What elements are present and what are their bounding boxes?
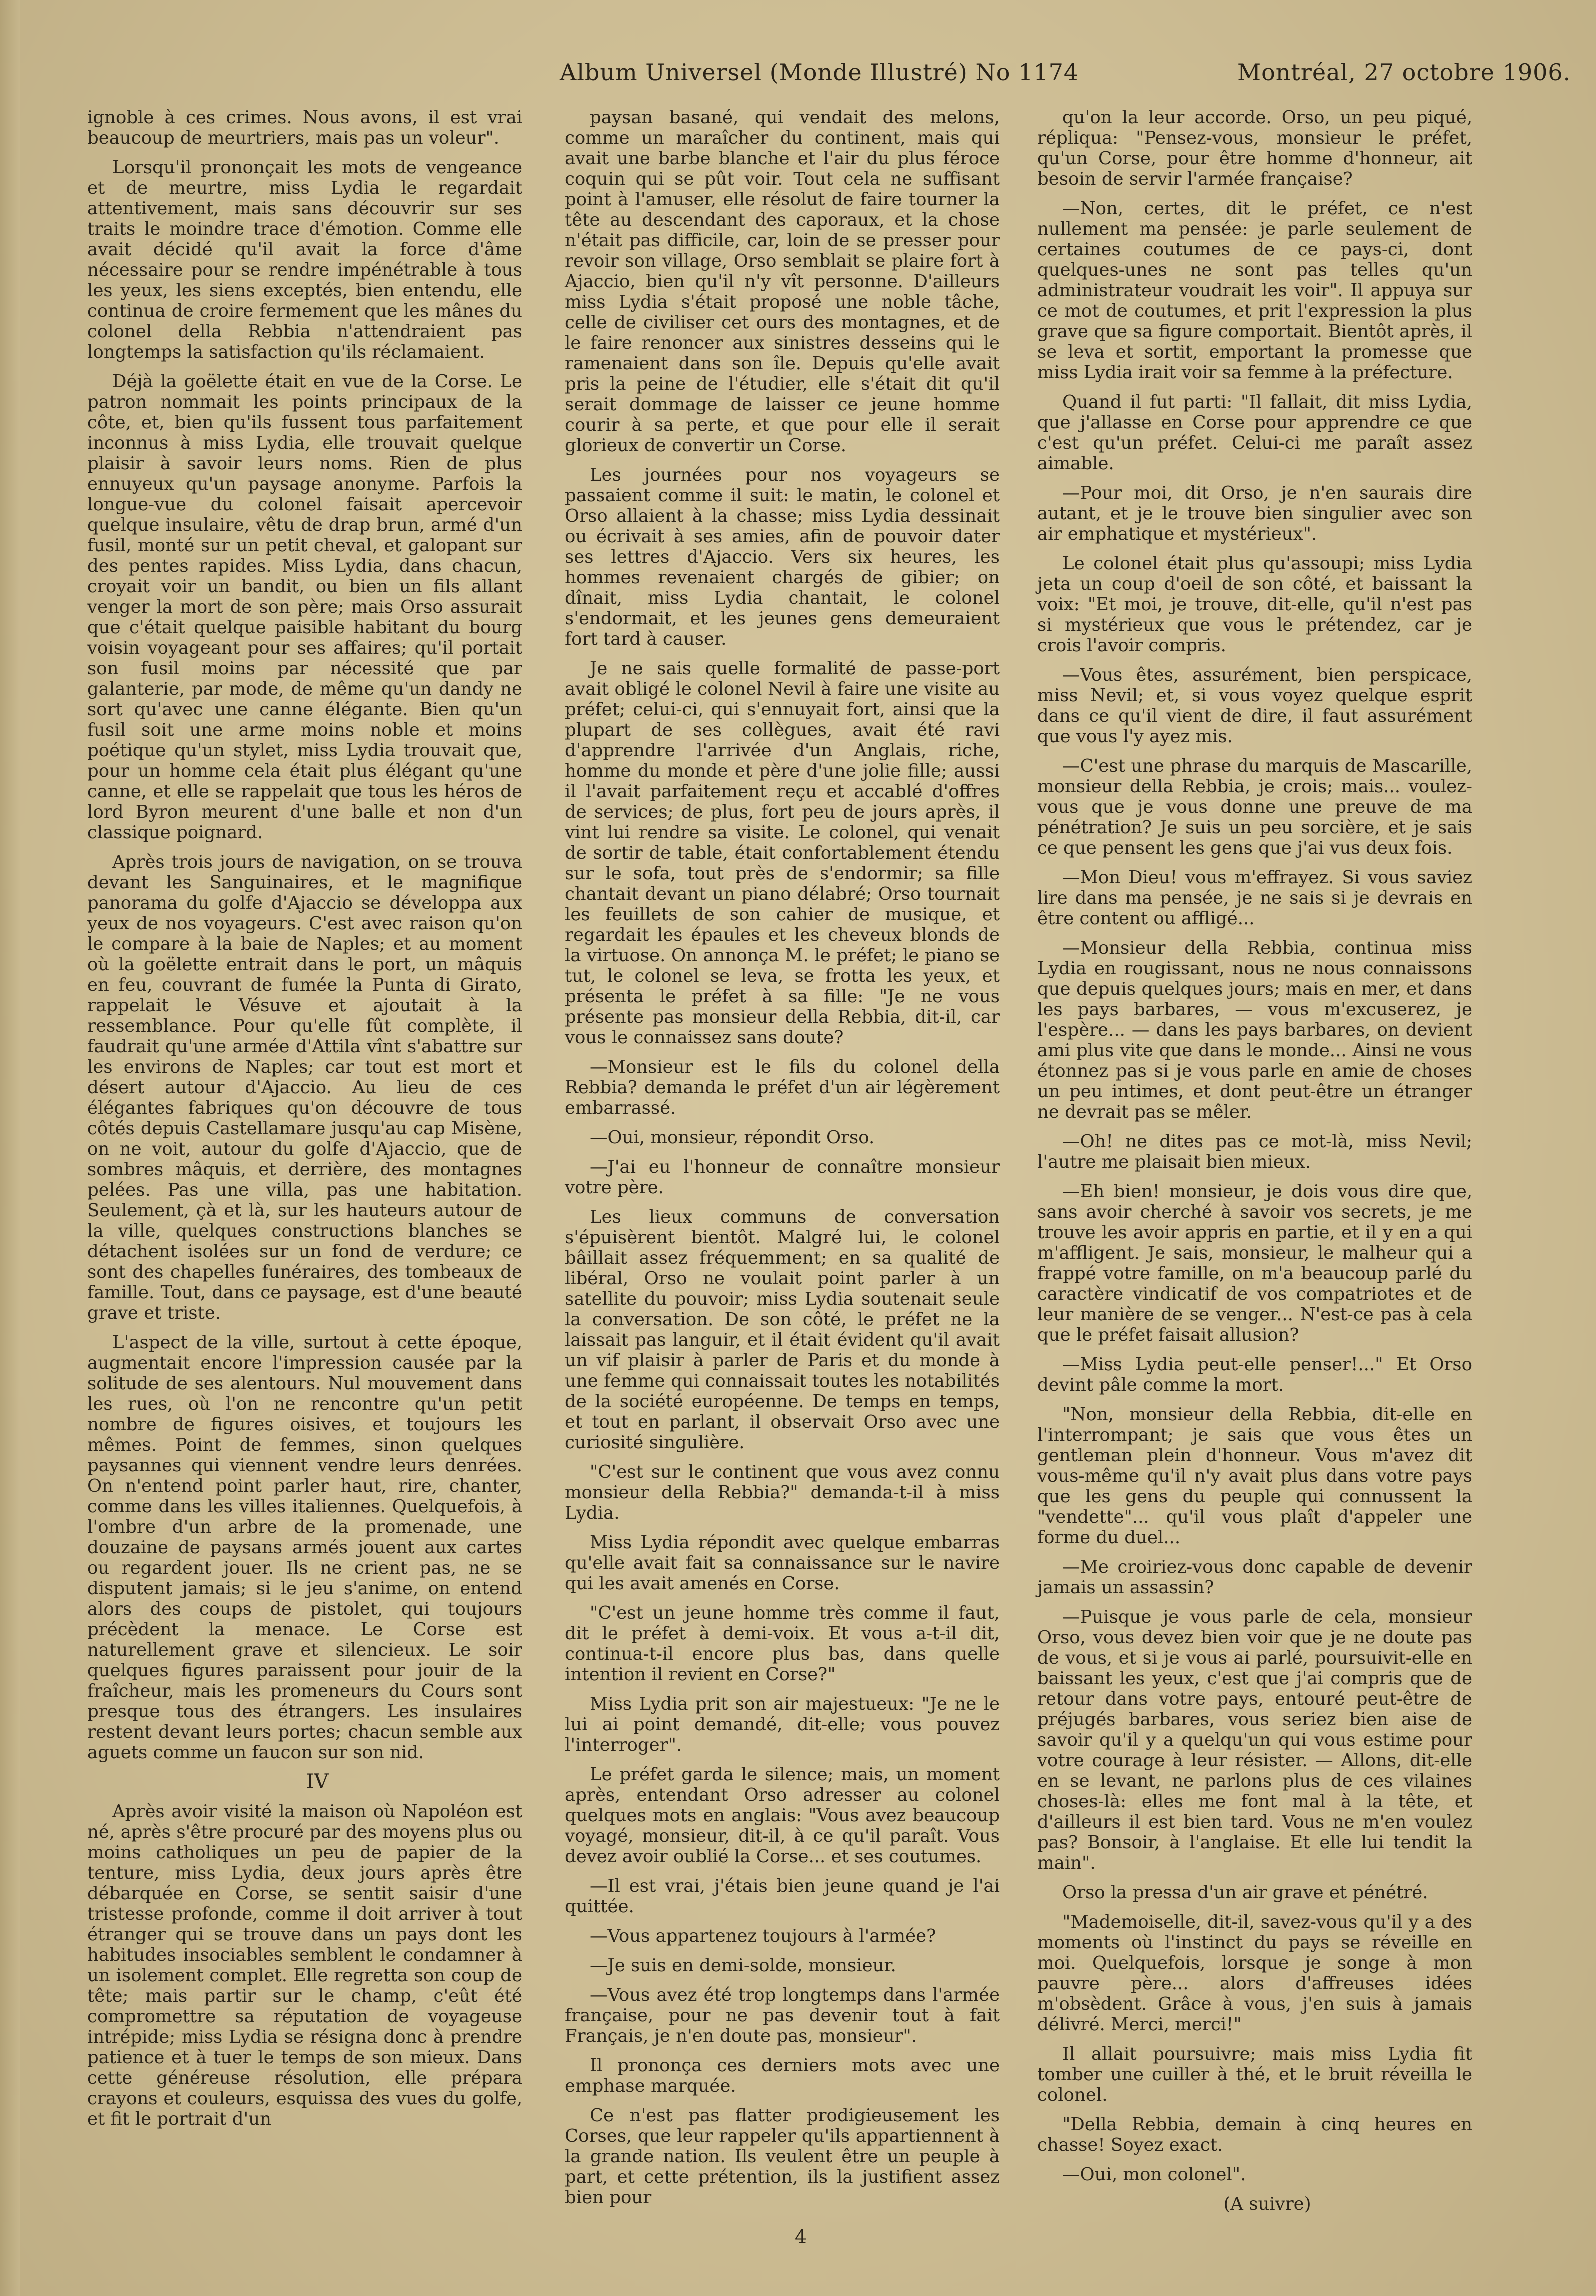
paragraph: Il prononça ces derniers mots avec une emphase marquée. [565, 2056, 1000, 2096]
paragraph: Le préfet garda le silence; mais, un moment après, entendant Orso adresser au colonel quelques mots en anglais: "Vous avez beaucoup voyagé, monsieur, dit-il, à ce qu'il paraît. Vous devez avoir oublié la Corse... et ses coutumes. [565, 1764, 1000, 1867]
paragraph: —Oh! ne dites pas ce mot-là, miss Nevil; l'autre me plaisait bien mieux. [1037, 1132, 1472, 1172]
paragraph: —Monsieur est le fils du colonel della Rebbia? demanda le préfet d'un air légèrement embarrassé. [565, 1057, 1000, 1118]
paragraph: Je ne sais quelle formalité de passe-port avait obligé le colonel Nevil à faire une visite au préfet; celui-ci, qui s'ennuyait fort, ainsi que la plupart de ses collègues, avait été ravi d'apprendre l'arrivée d'un Anglais, riche, homme du monde et père d'une jolie fille; aussi il l'avait parfaitement reçu et accablé d'offres de services; de plus, fort peu de jours après, il vint lui rendre sa visite. Le colonel, qui venait de sortir de table, était confortablement étendu sur le sofa, tout près de s'endormir; sa fille chantait devant un piano délabré; Orso tournait les feuillets de son cahier de musique, et regardait les épaules et les cheveux blonds de la virtuose. On annonça M. le préfet; le piano se tut, le colonel se leva, se frotta les yeux, et présenta le préfet à sa fille: "Je ne vous présente pas monsieur della Rebbia, dit-il, car vous le connaissez sans doute? [565, 658, 1000, 1048]
to-be-continued: (A suivre) [1223, 2194, 1311, 2214]
publication-title: Album Universel (Monde Illustré) No 1174 [560, 59, 1079, 86]
paragraph: Lorsqu'il prononçait les mots de vengeance et de meurtre, miss Lydia le regardait attentivement, mais sans découvrir sur ses traits le moindre trace d'émotion. Comme elle avait décidé qu'il avait la force d'âme nécessaire pour se rendre impénétrable à tous les yeux, les siens exceptés, bien entendu, elle continua de croire fermement que les mânes du colonel della Rebbia n'attendraient pas longtemps la satisfaction qu'ils réclamaient. [87, 158, 522, 362]
paragraph: Après trois jours de navigation, on se trouva devant les Sanguinaires, et le magnifique panorama du golfe d'Ajaccio se développa aux yeux de nos voyageurs. C'est avec raison qu'on le compare à la baie de Naples; et au moment où la goëlette entrait dans le port, un mâquis en feu, couvrant de fumée la Punta di Girato, rappelait le Vésuve et ajoutait à la ressemblance. Pour qu'elle fût complète, il faudrait qu'une armée d'Attila vînt s'abattre sur les environs de Naples; car tout est mort et désert autour d'Ajaccio. Au lieu de ces élégantes fabriques qu'on découvre de tous côtés depuis Castellamare jusqu'au cap Misène, on ne voit, autour du golfe d'Ajaccio, que de sombres mâquis, et derrière, des montagnes pelées. Pas une villa, pas une habitation. Seulement, çà et là, sur les hauteurs autour de la ville, quelques constructions blanches se détachent isolées sur un fond de verdure; ce sont des chapelles funéraires, des tombeaux de famille. Tout, dans ce paysage, est d'une beauté grave et triste. [87, 852, 522, 1324]
paragraph: —Eh bien! monsieur, je dois vous dire que, sans avoir cherché à savoir vos secrets, je me trouve les avoir appris en partie, et il y en a qui m'affligent. Je sais, monsieur, le malheur qui a frappé votre famille, on m'a beaucoup parlé du caractère vindicatif de vos compatriotes et de leur manière de se venger... N'est-ce pas à cela que le préfet faisait allusion? [1037, 1182, 1472, 1346]
paragraph: —Mon Dieu! vous m'effrayez. Si vous saviez lire dans ma pensée, je ne sais si je devrais en être content ou affligé... [1037, 868, 1472, 929]
page-number: 4 [795, 2226, 807, 2248]
paragraph: L'aspect de la ville, surtout à cette époque, augmentait encore l'impression causée par la solitude de ses alentours. Nul mouvement dans les rues, où l'on ne rencontre qu'un petit nombre de figures oisives, et toujours les mêmes. Point de femmes, sinon quelques paysannes qui viennent vendre leurs denrées. On n'entend point parler haut, rire, chanter, comme dans les villes italiennes. Quelquefois, à l'ombre d'un arbre de la promenade, une douzaine de paysans armés jouent aux cartes ou regardent jouer. Ils ne crient pas, ne se disputent jamais; si le jeu s'anime, on entend alors des coups de pistolet, qui toujours précèdent la menace. Le Corse est naturellement grave et silencieux. Le soir quelques figures paraissent pour jouir de la fraîcheur, mais les promeneurs du Cours sont presque tous des étrangers. Les insulaires restent devant leurs portes; chacun semble aux aguets comme un faucon sur son nid. [87, 1332, 522, 1763]
paragraph: —Il est vrai, j'étais bien jeune quand je l'ai quittée. [565, 1876, 1000, 1917]
paragraph: —Vous avez été trop longtemps dans l'armée française, pour ne pas devenir tout à fait Français, je n'en doute pas, monsieur". [565, 1985, 1000, 2046]
paragraph: —Non, certes, dit le préfet, ce n'est nullement ma pensée: je parle seulement de certaines coutumes de ce pays-ci, dont quelques-unes ne sont pas telles qu'un administrateur voudrait les voir". Il appuya sur ce mot de coutumes, et prit l'expression la plus grave que sa figure comportait. Bientôt après, il se leva et sortit, emportant la promesse que miss Lydia irait voir sa femme à la préfecture. [1037, 198, 1472, 383]
page-edge-shadow [0, 0, 20, 2296]
paragraph: Les journées pour nos voyageurs se passaient comme il suit: le matin, le colonel et Orso allaient à la chasse; miss Lydia dessinait ou écrivait à ses amies, afin de pouvoir dater ses lettres d'Ajaccio. Vers six heures, les hommes revenaient chargés de gibier; on dînait, miss Lydia chantait, le colonel s'endormait, et les jeunes gens demeuraient fort tard à causer. [565, 465, 1000, 650]
paragraph: Orso la pressa d'un air grave et pénétré. [1062, 1882, 1428, 1903]
paragraph: Les lieux communs de conversation s'épuisèrent bientôt. Malgré lui, le colonel bâillait assez fréquemment; en sa qualité de libéral, Orso ne voulait point parler à un satellite du pouvoir; miss Lydia soutenait seule la conversation. De son côté, le préfet ne la laissait pas languir, et il était évident qu'il avait un vif plaisir à parler de Paris et du monde à une femme qui connaissait toutes les notabilités de la société européenne. De temps en temps, et tout en parlant, il observait Orso avec une curiosité singulière. [565, 1207, 1000, 1453]
paragraph: ignoble à ces crimes. Nous avons, il est vrai beaucoup de meurtriers, mais pas un voleur". [87, 108, 522, 148]
paragraph: "Mademoiselle, dit-il, savez-vous qu'il y a des moments où l'instinct du pays se réveille en moi. Quelquefois, lorsque je songe à mon pauvre père... alors d'affreuses idées m'obsèdent. Grâce à vous, j'en suis à jamais délivré. Merci, merci!" [1037, 1912, 1472, 2035]
paragraph: qu'on la leur accorde. Orso, un peu piqué, répliqua: "Pensez-vous, monsieur le préfet, qu'un Corse, pour être homme d'honneur, ait besoin de servir l'armée française? [1037, 108, 1472, 190]
paragraph: —C'est une phrase du marquis de Mascarille, monsieur della Rebbia, je crois; mais... voulez-vous que je vous donne une preuve de ma pénétration? Je suis un peu sorcière, et je sais ce que pensent les gens que j'ai vus deux fois. [1037, 756, 1472, 858]
paragraph: Le colonel était plus qu'assoupi; miss Lydia jeta un coup d'oeil de son côté, et baissant la voix: "Et moi, je trouve, dit-elle, qu'il n'est pas si mystérieux que vous le prétendez, car je crois l'avoir compris. [1037, 554, 1472, 656]
paragraph: —J'ai eu l'honneur de connaître monsieur votre père. [565, 1157, 1000, 1198]
paragraph: paysan basané, qui vendait des melons, comme un maraîcher du continent, mais qui avait une barbe blanche et l'air du plus féroce coquin qui se pût voir. Tout cela ne suffisant point à l'amuser, elle résolut de faire tourner la tête au descendant des caporaux, et la chose n'était pas difficile, car, loin de se presser pour revoir son village, Orso semblait se plaire fort à Ajaccio, bien qu'il n'y vît personne. D'ailleurs miss Lydia s'était proposé une noble tâche, celle de civiliser cet ours des montagnes, et de le faire renoncer aux sinistres desseins qui le ramenaient dans son île. Depuis qu'elle avait pris la peine de l'étudier, elle s'était dit qu'il serait dommage de laisser ce jeune homme courir à sa perte, et que pour elle il serait glorieux de convertir un Corse. [565, 108, 1000, 456]
paragraph: Miss Lydia prit son air majestueux: "Je ne le lui ai point demandé, dit-elle; vous pouvez l'interroger". [565, 1694, 1000, 1756]
paragraph: —Vous appartenez toujours à l'armée? [590, 1926, 936, 1946]
paragraph: Miss Lydia répondit avec quelque embarras qu'elle avait fait sa connaissance sur le navire qui les avait amenés en Corse. [565, 1532, 1000, 1594]
paragraph: "C'est sur le continent que vous avez connu monsieur della Rebbia?" demanda-t-il à miss Lydia. [565, 1462, 1000, 1524]
paragraph: —Oui, monsieur, répondit Orso. [590, 1128, 875, 1148]
paragraph: Quand il fut parti: "Il fallait, dit miss Lydia, que j'allasse en Corse pour apprendre ce que c'est qu'un préfet. Celui-ci me paraît assez aimable. [1037, 392, 1472, 474]
paragraph: Il allait poursuivre; mais miss Lydia fit tomber une cuiller à thé, et le bruit réveilla le colonel. [1037, 2044, 1472, 2106]
paragraph: "Della Rebbia, demain à cinq heures en chasse! Soyez exact. [1037, 2114, 1472, 2156]
paragraph: —Miss Lydia peut-elle penser!..." Et Orso devint pâle comme la mort. [1037, 1354, 1472, 1396]
paragraph: —Je suis en demi-solde, monsieur. [590, 1956, 896, 1976]
text-column-middle [565, 108, 1000, 2217]
paragraph: "C'est un jeune homme très comme il faut, dit le préfet à demi-voix. Et vous a-t-il dit, continua-t-il encore plus bas, dans quelle intention il revient en Corse?" [565, 1603, 1000, 1685]
paragraph: Déjà la goëlette était en vue de la Corse. Le patron nommait les points principaux de la côte, et, bien qu'ils fussent tous parfaitement inconnus à miss Lydia, elle trouvait quelque plaisir à savoir leurs noms. Rien de plus ennuyeux qu'un paysage anonyme. Parfois la longue-vue du colonel faisait apercevoir quelque insulaire, vêtu de drap brun, armé d'un fusil, monté sur un petit cheval, et galopant sur des pentes rapides. Miss Lydia, dans chacun, croyait voir un bandit, ou bien un fils allant venger la mort de son père; mais Orso assurait que c'était quelque paisible habitant du bourg voisin voyageant pour ses affaires; qu'il portait son fusil moins par nécessité que par galanterie, par mode, de même qu'un dandy ne sort qu'avec une canne élégante. Bien qu'un fusil soit une arme moins noble et moins poétique qu'un stylet, miss Lydia trouvait que, pour un homme cela était plus élégant qu'une canne, et elle se rappelait que tous les héros de lord Byron meurent d'une balle et non d'un classique poignard. [87, 372, 522, 843]
paragraph: —Monsieur della Rebbia, continua miss Lydia en rougissant, nous ne nous connaissons que depuis quelques jours; mais en mer, et dans les pays barbares, — vous m'excuserez, je l'espère... — dans les pays barbares, on devient ami plus vite que dans le monde... Ainsi ne vous étonnez pas si je vous parle en amie de choses un peu intimes, et dont peut-être un étranger ne devrait pas se mêler. [1037, 938, 1472, 1122]
paragraph: —Pour moi, dit Orso, je n'en saurais dire autant, et je le trouve bien singulier avec son air emphatique et mystérieux". [1037, 483, 1472, 544]
text-column-right [1037, 108, 1472, 2224]
paragraph: —Me croiriez-vous donc capable de devenir jamais un assassin? [1037, 1557, 1472, 1598]
paragraph: "Non, monsieur della Rebbia, dit-elle en l'interrompant; je sais que vous êtes un gentleman plein d'honneur. Vous m'avez dit vous-même qu'il n'y avait plus dans votre pays que les gens du peuple qui connussent la "vendette"... qu'il vous plaît d'appeler une forme du duel... [1037, 1404, 1472, 1548]
chapter-number: IV [306, 1770, 329, 1794]
page-header [0, 59, 1596, 104]
text-column-left [87, 108, 522, 2138]
paragraph: —Puisque je vous parle de cela, monsieur Orso, vous devez bien voir que je ne doute pas de vous, et si je vous ai parlé, poursuivit-elle en baissant les yeux, c'est que j'ai compris que de retour dans votre pays, entouré peut-être de préjugés barbares, vous seriez bien aise de savoir qu'il y a quelqu'un qui vous estime pour votre courage à leur résister. — Allons, dit-elle en se levant, ne parlons plus de ces vilaines choses-là: elles me font mal à la tête, et d'ailleurs il est bien tard. Vous ne m'en voulez pas? Bonsoir, à l'anglaise. Et elle lui tendit la main". [1037, 1607, 1472, 1874]
paragraph: Ce n'est pas flatter prodigieusement les Corses, que leur rappeler qu'ils appartiennent à la grande nation. Ils veulent être un peuple à part, et cette prétention, ils la justifient assez bien pour [565, 2106, 1000, 2208]
publication-date: Montréal, 27 octobre 1906. [1237, 59, 1571, 86]
paragraph: —Oui, mon colonel". [1062, 2164, 1246, 2185]
paragraph: Après avoir visité la maison où Napoléon est né, après s'être procuré par des moyens plus ou moins catholiques un peu de papier de la tenture, miss Lydia, deux jours après être débarquée en Corse, se sentit saisir d'une tristesse profonde, comme il doit arriver à tout étranger qui se trouve dans un pays dont les habitudes insociables semblent le condamner à un isolement complet. Elle regretta son coup de tête; mais partir sur le champ, c'eût été compromettre sa réputation de voyageuse intrépide; miss Lydia se résigna donc à prendre patience et à tuer le temps de son mieux. Dans cette généreuse résolution, elle prépara crayons et couleurs, esquissa des vues du golfe, et fit le portrait d'un [87, 1802, 522, 2130]
paragraph: —Vous êtes, assurément, bien perspicace, miss Nevil; et, si vous voyez quelque esprit dans ce qu'il vient de dire, il faut assurément que vous l'y ayez mis. [1037, 665, 1472, 747]
